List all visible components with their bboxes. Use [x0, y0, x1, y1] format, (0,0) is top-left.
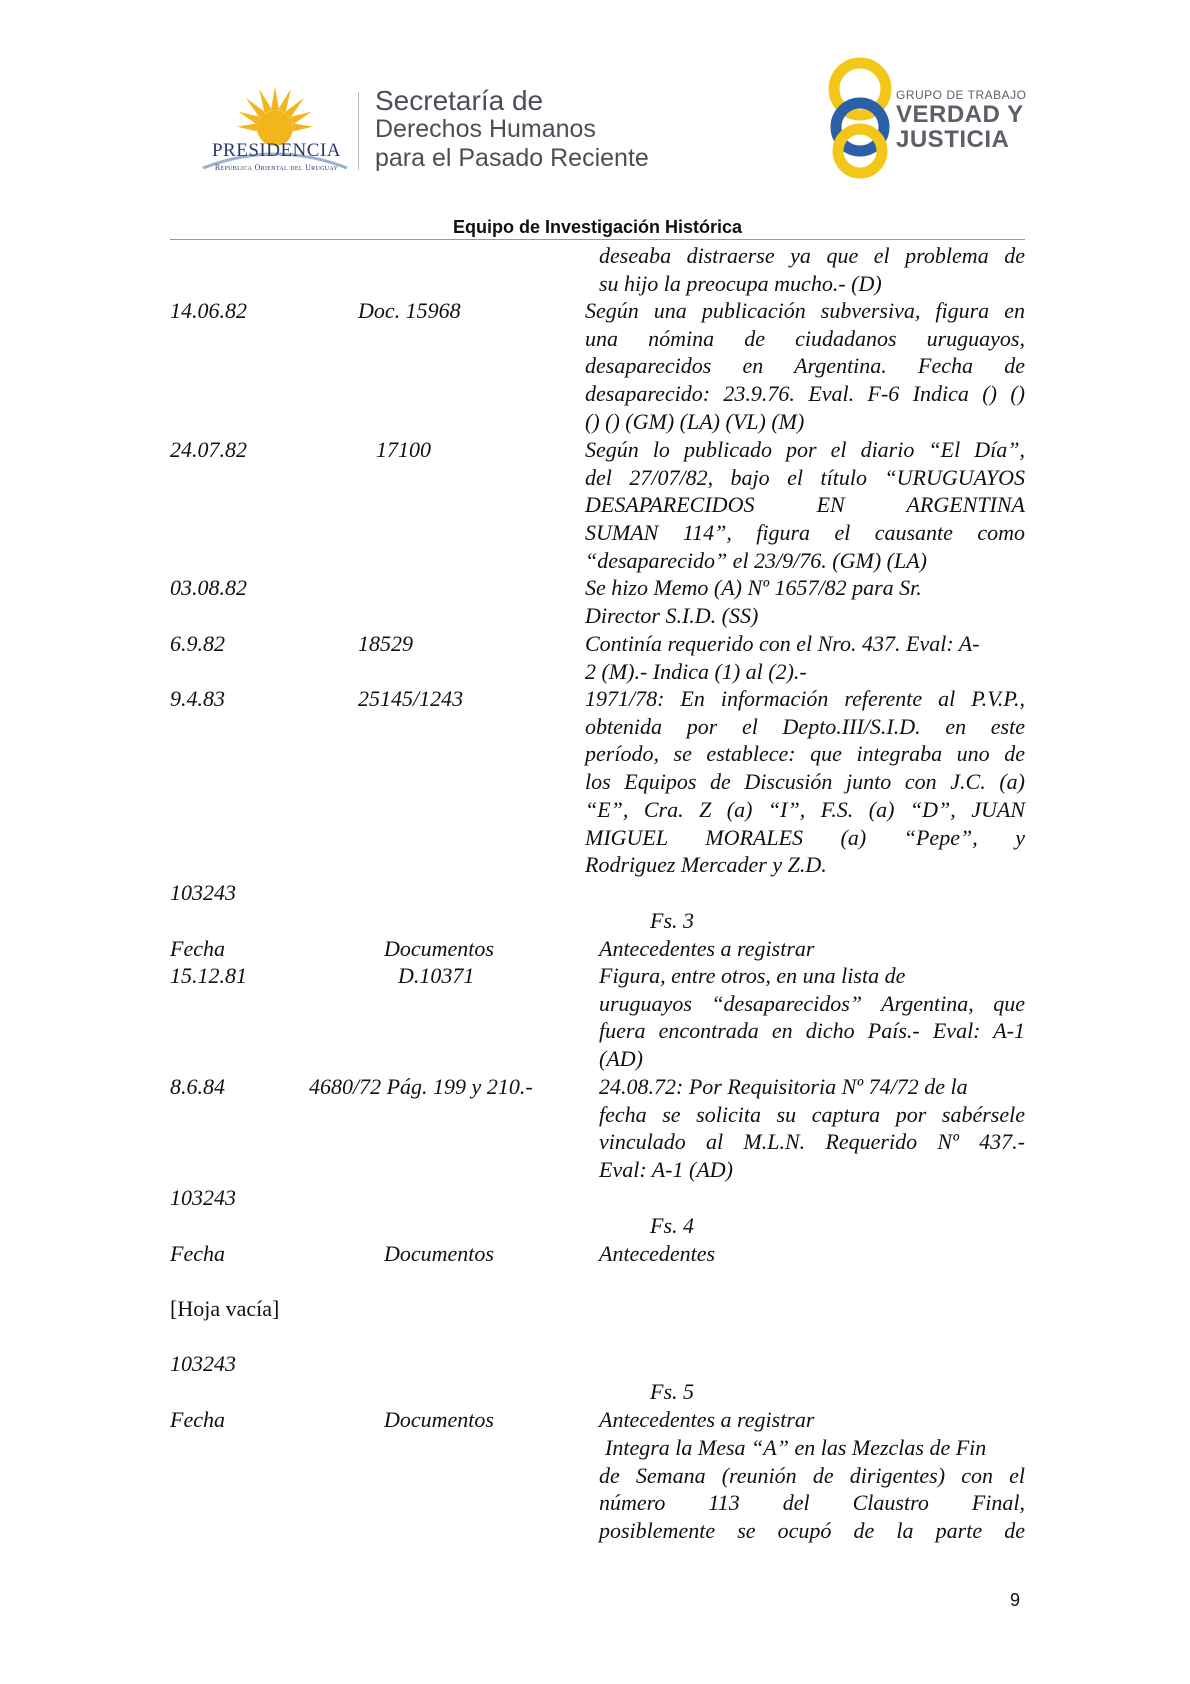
record-date: 24.07.82 [170, 437, 247, 462]
vj-line-3: JUSTICIA [896, 126, 1010, 153]
text-line: los Equipos de Discusión junto con J.C. (a) [585, 769, 1025, 795]
text-line: Continía requerido con el Nro. 437. Eval: A- [585, 631, 980, 656]
col-header-antecedentes: Antecedentes [599, 1241, 716, 1266]
record-doc: 25145/1243 [358, 686, 464, 711]
record-doc: 18529 [358, 631, 413, 656]
text-line: del 27/07/82, bajo el título “URUGUAYOS [585, 464, 1025, 490]
text-line: 24.08.72: Por Requisitoria Nº 74/72 de la [599, 1074, 968, 1099]
text-line: Según una publicación subversiva, figura en [585, 298, 1025, 323]
text-line: desaparecidos en Argentina. Fecha de [585, 353, 1025, 379]
text-line: una nómina de ciudadanos uruguayos, [585, 325, 1025, 351]
text-line: período, se establece: que integraba uno de [585, 741, 1025, 767]
record-text [585, 436, 1025, 575]
record-id: 103243 [170, 1185, 236, 1210]
verdad-justicia-logo-icon [820, 55, 900, 180]
text-line: su hijo la preocupa mucho.- (D) [599, 270, 882, 296]
text-line: desaparecido: 23.9.76. Eval. F-6 Indica () () [585, 381, 1025, 407]
folio-number: Fs. 3 [650, 908, 694, 933]
vj-line-1: GRUPO DE TRABAJO [896, 88, 1027, 102]
text-line: posiblemente se ocupó de la parte de [599, 1518, 1025, 1544]
text-line: 1971/78: En información referente al P.V.P., [585, 686, 1025, 711]
presidencia-label: PRESIDENCIA [211, 140, 341, 161]
text-line: MIGUEL MORALES (a) “Pepe”, y [585, 824, 1025, 850]
text-line: () () (GM) (LA) (VL) (M) [585, 408, 805, 434]
text-line: número 113 del Claustro Final, [599, 1490, 1025, 1516]
text-line: (AD) [599, 1046, 643, 1072]
header-rule [170, 239, 1025, 240]
page-number: 9 [1010, 1590, 1021, 1610]
record-text [599, 962, 1025, 1073]
record-doc: 4680/72 Pág. 199 y 210.- [309, 1074, 533, 1099]
header-divider [358, 92, 359, 170]
col-header-fecha: Fecha [170, 1241, 225, 1266]
text-line: “desaparecido” el 23/9/76. (GM) (LA) [585, 547, 927, 573]
text-line: 2 (M).- Indica (1) al (2).- [585, 658, 807, 684]
record-text [599, 1073, 1025, 1184]
record-date: 14.06.82 [170, 298, 247, 323]
record-doc: Doc. 15968 [358, 298, 461, 323]
col-header-documentos: Documentos [384, 936, 494, 961]
text-line: fuera encontrada en dicho País.- Eval: A-1 [599, 1018, 1025, 1044]
empty-sheet-note: [Hoja vacía] [170, 1296, 280, 1321]
secretaria-title [375, 86, 649, 173]
text-line: Director S.I.D. (SS) [585, 602, 759, 628]
text-line: obtenida por el Depto.III/S.I.D. en este [585, 713, 1025, 739]
secretaria-line-2: Derechos Humanos [375, 115, 596, 143]
col-header-antecedentes: Antecedentes a registrar [599, 1407, 815, 1432]
text-line: fecha se solicita su captura por sabérsele [599, 1101, 1025, 1127]
text-line: Integra la Mesa “A” en las Mezclas de Fin [605, 1435, 987, 1460]
col-header-fecha: Fecha [170, 936, 225, 961]
record-text [585, 685, 1025, 879]
text-line: Según lo publicado por el diario “El Día”, [585, 437, 1025, 462]
record-date: 03.08.82 [170, 575, 247, 600]
record-text [599, 242, 1025, 297]
verdad-justicia-title [896, 88, 1026, 152]
page-header [0, 0, 1190, 237]
presidencia-subtitle: República Oriental del Uruguay [214, 163, 339, 172]
record-id: 103243 [170, 880, 236, 905]
text-line: de Semana (reunión de dirigentes) con el [599, 1462, 1025, 1488]
text-line: “E”, Cra. Z (a) “I”, F.S. (a) “D”, JUAN [585, 796, 1025, 822]
text-line: uruguayos “desaparecidos” Argentina, que [599, 990, 1025, 1016]
record-doc: 17100 [376, 437, 431, 462]
secretaria-line-3: para el Pasado Reciente [375, 144, 649, 172]
secretaria-line-1: Secretaría de [375, 85, 544, 116]
vj-line-2: VERDAD Y [896, 101, 1024, 128]
record-text [585, 297, 1025, 436]
text-line: Figura, entre otros, en una lista de [599, 963, 906, 988]
record-date: 8.6.84 [170, 1074, 225, 1099]
record-id: 103243 [170, 1351, 236, 1376]
text-line: Eval: A-1 (AD) [599, 1157, 733, 1183]
col-header-documentos: Documentos [384, 1241, 494, 1266]
folio-number: Fs. 4 [650, 1213, 694, 1238]
folio-number: Fs. 5 [650, 1379, 694, 1404]
text-line: Se hizo Memo (A) Nº 1657/82 para Sr. [585, 575, 922, 600]
text-line: deseaba distraerse ya que el problema de [599, 243, 1025, 268]
col-header-fecha: Fecha [170, 1407, 225, 1432]
record-doc: D.10371 [398, 963, 475, 988]
record-date: 15.12.81 [170, 963, 247, 988]
col-header-antecedentes: Antecedentes a registrar [599, 936, 815, 961]
record-text [585, 630, 980, 685]
col-header-documentos: Documentos [384, 1407, 494, 1432]
record-text [585, 574, 922, 629]
text-line: DESAPARECIDOS EN ARGENTINA [585, 492, 1025, 518]
text-line: Rodriguez Mercader y Z.D. [585, 852, 827, 878]
record-date: 6.9.82 [170, 631, 225, 656]
team-title: Equipo de Investigación Histórica [452, 217, 743, 237]
record-date: 9.4.83 [170, 686, 225, 711]
record-text [599, 1434, 1025, 1545]
text-line: vinculado al M.L.N. Requerido Nº 437.- [599, 1129, 1025, 1155]
text-line: SUMAN 114”, figura el causante como [585, 520, 1025, 546]
